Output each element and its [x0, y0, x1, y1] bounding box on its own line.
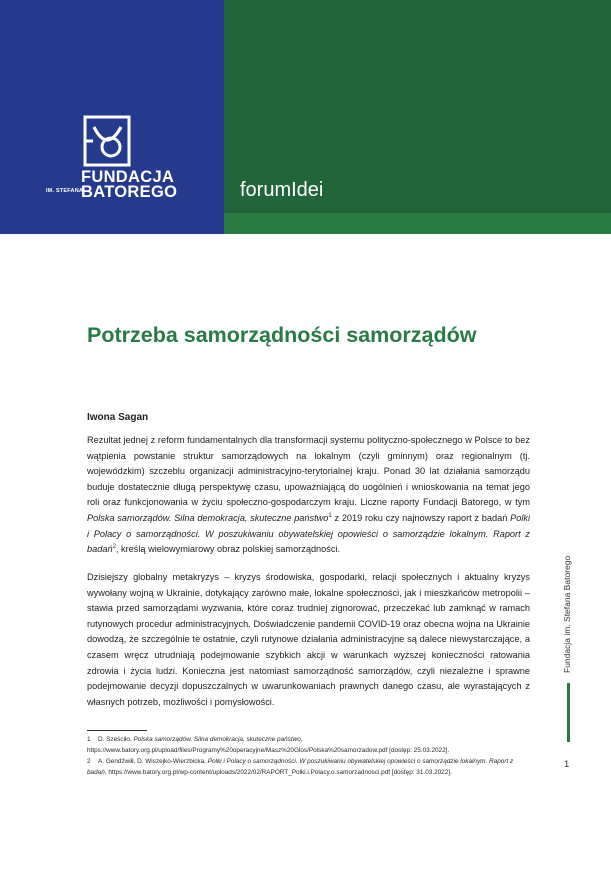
- logo-prefix: IM. STEFANA: [46, 188, 84, 194]
- series-name: forumIdei: [240, 179, 324, 201]
- paragraph-1-text-b: z 2019 roku czy najnowszy raport z badań: [331, 512, 511, 523]
- citation-2: Polki i Polacy o samorządności. W poszukiwaniu obywatelskiej opowieści o samorządzie lokalnym. Raport z badań: [87, 512, 530, 555]
- page-number: 1: [564, 759, 570, 770]
- logo-text-line1: FUNDACJA: [81, 168, 175, 186]
- paragraph-1: [87, 433, 530, 558]
- footnote-number: 2: [87, 758, 91, 765]
- footnote-1: [87, 735, 527, 756]
- paragraph-1-text-c: , kreślą wielowymiarowy obraz polskiej samorządności.: [115, 544, 341, 555]
- footnote-divider: [87, 730, 147, 731]
- footnote-author: D. Sześciło,: [98, 736, 134, 743]
- footnote-number: 1: [87, 736, 91, 743]
- footnote-link[interactable]: , https://www.batory.org.pl/upload/files/Programy%20operacyjne/Masz%20Glos/Polska%20samorzadow.pdf [dostęp: 25.03.2022].: [87, 736, 450, 754]
- footnote-ref-2[interactable]: 2: [112, 544, 116, 551]
- paragraph-1-text-a: Rezultat jednej z reform fundamentalnych dla transformacji systemu polityczno-społecznego w Polsce to bez wątpienia powstanie struktur samorządowych na lokalnym (czyli gminnym) oraz regionalnym (tj. wojewódzkim) szczeblu organizacji administracyjno-terytorialnej kraju. Ponad 30 lat działania samorządu buduje dostatecznie długą perspektywę czasu, upoważniającą do uogólnień i wnioskowania na temat jego roli oraz funkcjonowania w życiu społeczno-gospodarczym kraju. Liczne raporty Fundacji Batorego, w tym: [87, 435, 530, 508]
- logo-text-line2: BATOREGO: [81, 183, 178, 201]
- sidebar-publisher-text: Fundacja im. Stefana Batorego: [562, 555, 572, 673]
- footnote-2: [87, 757, 527, 778]
- page-title: Potrzeba samorządności samorządów: [87, 323, 477, 347]
- sidebar-accent-bar: [567, 683, 570, 742]
- footnote-title: Polki i Polacy o samorządności. W poszukiwaniu obywatelskiej opowieści o samorządzie lokalnym. Raport z badań: [87, 758, 514, 776]
- footnote-title: Polska samorządów. Silna demokracja, skuteczne państwo: [133, 736, 301, 743]
- footnote-author: A. Gendźwiłł, D. Wiszejko-Wierzbicka,: [98, 758, 208, 765]
- paragraph-2: Dzisiejszy globalny metakryzys – kryzys środowiska, gospodarki, relacji społecznych i aktualny kryzys wywołany wojną w Ukrainie, dotykający zarówno małe, lokalne społeczności, jak i mieszkańców metropolii – stawia przed samorządami wyzwania, które coraz trudniej zignorować, przeczekać lub zamknąć w ramach rutynowych procedur administracyjnych. Doświadczenie pandemii COVID-19 oraz obecna wojna na Ukrainie dowodzą, że szczególnie te ostatnie, czyli rutynowe działania administracyjne są dalece niewystarczające, a czasem wręcz utrudniają podejmowanie szybkich akcji w warunkach wyższej konieczności ratowania zdrowia i życia ludzi. Konieczna jest natomiast samorządność samorządów, czyli niezależne i sprawne podejmowanie decyzji dopuszczalnych w uwarunkowaniach prawnych danego czasu, ale wyrastających z własnych potrzeb, możliwości i pomysłowości.: [87, 572, 530, 707]
- citation-1: Polska samorządów. Silna demokracja, skuteczne państwo: [87, 512, 329, 523]
- author-name: Iwona Sagan: [87, 412, 149, 423]
- foundation-logo-icon: [83, 115, 131, 167]
- footnote-link[interactable]: , https://www.batory.org.pl/wp-content/uploads/2022/02/RAPORT_Polki.i.Polacy.o.samorzadnosci.pdf [dostęp: 31.03.2022].: [104, 768, 452, 776]
- footnote-ref-1[interactable]: 1: [328, 512, 332, 519]
